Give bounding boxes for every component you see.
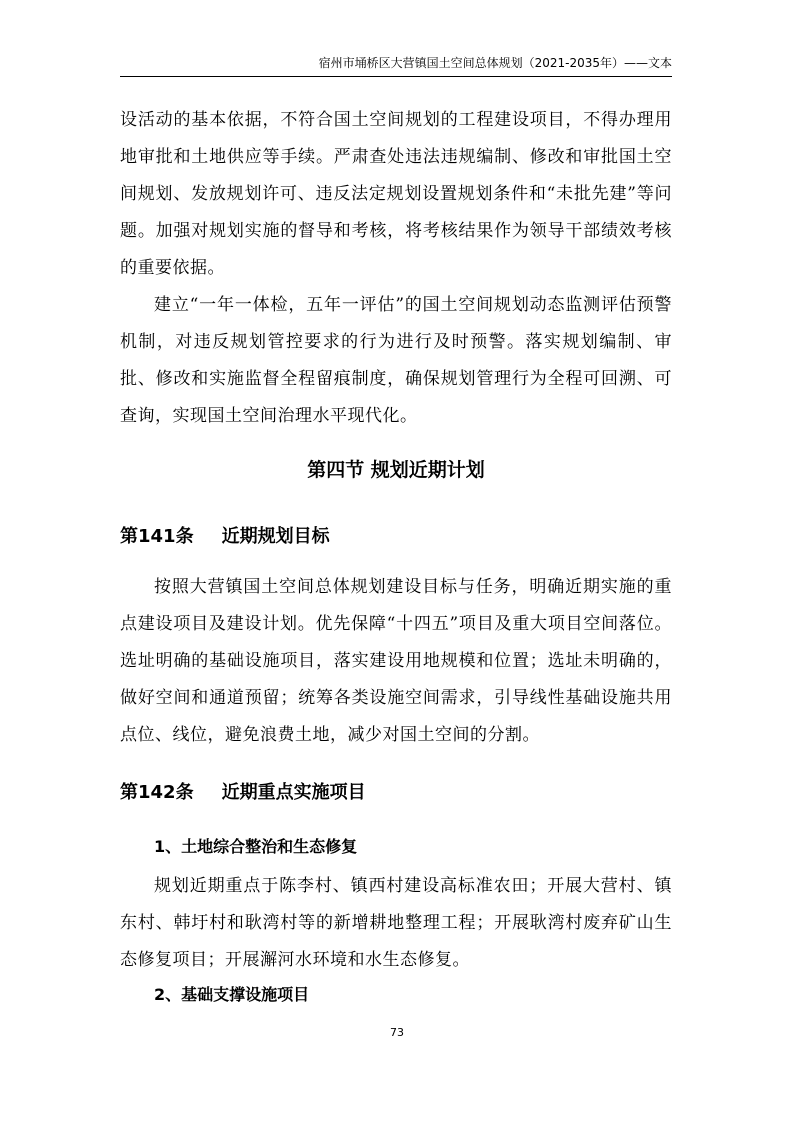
article-141-title: 近期规划目标 bbox=[221, 526, 330, 547]
article-142-number: 第142条 bbox=[120, 782, 194, 803]
article-142-title: 近期重点实施项目 bbox=[221, 782, 366, 803]
header-title: 宿州市埇桥区大营镇国土空间总体规划（2021-2035年）——文本 bbox=[318, 56, 672, 70]
article-141-heading bbox=[120, 522, 672, 552]
page-number: 73 bbox=[390, 1026, 404, 1039]
running-header bbox=[120, 54, 672, 77]
section-title: 第四节 规划近期计划 bbox=[307, 459, 485, 481]
item-2-heading: 2、基础支撑设施项目 bbox=[154, 985, 310, 1004]
paragraph-monitoring: 建立“一年一体检，五年一评估”的国土空间规划动态监测评估预警机制，对违反规划管控要求的行为进行及时预警。落实规划编制、审批、修改和实施监督全程留痕制度，确保规划管理行为全程可回溯、可查询，实现国土空间治理水平现代化。 bbox=[120, 295, 672, 426]
article-141-body: 按照大营镇国土空间总体规划建设目标与任务，明确近期实施的重点建设项目及建设计划。优先保障“十四五”项目及重大项目空间落位。选址明确的基础设施项目，落实建设用地规模和位置；选址未明确的，做好空间和通道预留；统筹各类设施空间需求，引导线性基础设施共用点位、线位，避免浪费土地，减少对国土空间的分割。 bbox=[120, 577, 672, 745]
paragraph-continuation: 设活动的基本依据，不符合国土空间规划的工程建设项目，不得办理用地审批和土地供应等手续。严肃查处违法违规编制、修改和审批国土空间规划、发放规划许可、违反法定规划设置规划条件和“未批先建”等问题。加强对规划实施的督导和考核，将考核结果作为领导干部绩效考核的重要依据。 bbox=[120, 110, 672, 278]
article-141-number: 第141条 bbox=[120, 526, 194, 547]
item-1-heading: 1、土地综合整治和生态修复 bbox=[154, 837, 358, 856]
article-142-heading bbox=[120, 778, 672, 808]
item-1-body: 规划近期重点于陈李村、镇西村建设高标准农田；开展大营村、镇东村、韩圩村和耿湾村等的新增耕地整理工程；开展耿湾村废弃矿山生态修复项目；开展澥河水环境和水生态修复。 bbox=[120, 876, 672, 970]
